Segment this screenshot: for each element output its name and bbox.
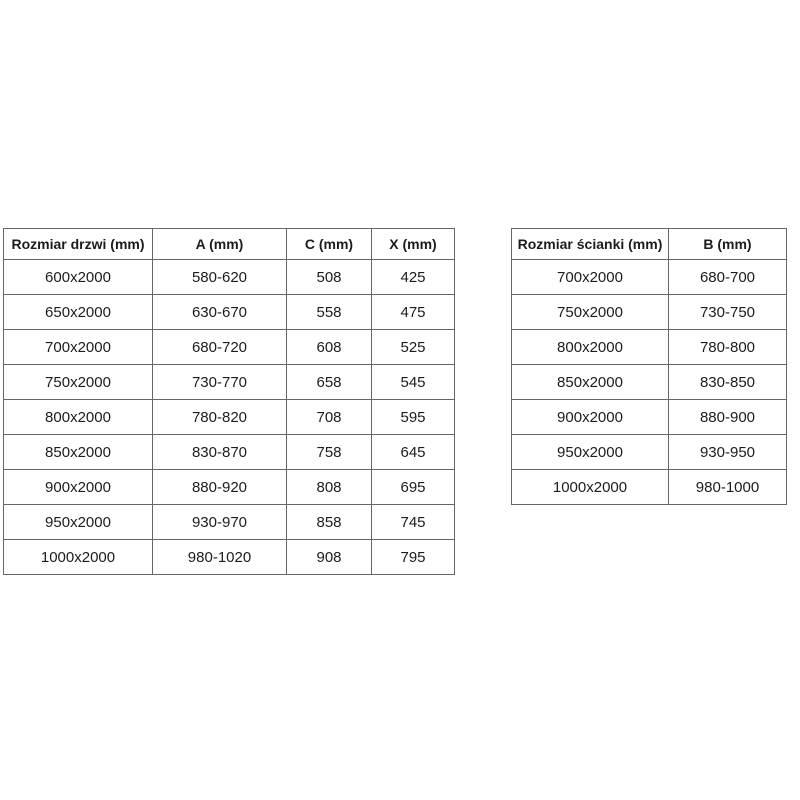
table-row (512, 400, 787, 435)
table-cell: 980-1000 (669, 470, 787, 505)
table-cell: 558 (287, 295, 372, 330)
table-cell: 680-700 (669, 260, 787, 295)
table-row (4, 540, 455, 575)
table-cell: 708 (287, 400, 372, 435)
table-row (512, 330, 787, 365)
table-cell: 1000x2000 (4, 540, 153, 575)
table-cell: 650x2000 (4, 295, 153, 330)
column-header: Rozmiar drzwi (mm) (4, 229, 153, 260)
table-cell: 950x2000 (512, 435, 669, 470)
table-cell: 545 (372, 365, 455, 400)
header-row (512, 229, 787, 260)
table-cell: 695 (372, 470, 455, 505)
table-cell: 808 (287, 470, 372, 505)
column-header: Rozmiar ścianki (mm) (512, 229, 669, 260)
table-cell: 630-670 (153, 295, 287, 330)
table-cell: 830-850 (669, 365, 787, 400)
table-cell: 930-950 (669, 435, 787, 470)
table-row (512, 365, 787, 400)
table-row (4, 295, 455, 330)
table-cell: 800x2000 (4, 400, 153, 435)
table-cell: 900x2000 (512, 400, 669, 435)
column-header: B (mm) (669, 229, 787, 260)
table-cell: 930-970 (153, 505, 287, 540)
table-cell: 750x2000 (512, 295, 669, 330)
door-size-table (3, 228, 455, 575)
table-cell: 730-770 (153, 365, 287, 400)
table-cell: 475 (372, 295, 455, 330)
table-row (512, 260, 787, 295)
table-cell: 858 (287, 505, 372, 540)
table-cell: 580-620 (153, 260, 287, 295)
table-row (4, 365, 455, 400)
column-header: X (mm) (372, 229, 455, 260)
table-cell: 830-870 (153, 435, 287, 470)
table-cell: 908 (287, 540, 372, 575)
table-cell: 658 (287, 365, 372, 400)
table-cell: 880-900 (669, 400, 787, 435)
table-cell: 750x2000 (4, 365, 153, 400)
table-cell: 850x2000 (512, 365, 669, 400)
table-cell: 795 (372, 540, 455, 575)
table-cell: 425 (372, 260, 455, 295)
column-header: C (mm) (287, 229, 372, 260)
table-cell: 780-820 (153, 400, 287, 435)
table-row (4, 400, 455, 435)
table-row (4, 470, 455, 505)
table-cell: 880-920 (153, 470, 287, 505)
table-cell: 700x2000 (4, 330, 153, 365)
table-cell: 730-750 (669, 295, 787, 330)
table-row (512, 295, 787, 330)
table-row (4, 260, 455, 295)
table-cell: 950x2000 (4, 505, 153, 540)
table-row (4, 330, 455, 365)
table-cell: 525 (372, 330, 455, 365)
table-cell: 700x2000 (512, 260, 669, 295)
table-cell: 980-1020 (153, 540, 287, 575)
table-cell: 780-800 (669, 330, 787, 365)
table-cell: 608 (287, 330, 372, 365)
table-cell: 758 (287, 435, 372, 470)
wall-size-table (511, 228, 787, 505)
table-cell: 595 (372, 400, 455, 435)
table-cell: 800x2000 (512, 330, 669, 365)
table-row (512, 435, 787, 470)
table-cell: 645 (372, 435, 455, 470)
table-cell: 600x2000 (4, 260, 153, 295)
header-row (4, 229, 455, 260)
table-cell: 1000x2000 (512, 470, 669, 505)
table-cell: 850x2000 (4, 435, 153, 470)
table-row (4, 505, 455, 540)
table-cell: 680-720 (153, 330, 287, 365)
table-row (4, 435, 455, 470)
table-cell: 900x2000 (4, 470, 153, 505)
table-cell: 745 (372, 505, 455, 540)
table-cell: 508 (287, 260, 372, 295)
table-row (512, 470, 787, 505)
column-header: A (mm) (153, 229, 287, 260)
